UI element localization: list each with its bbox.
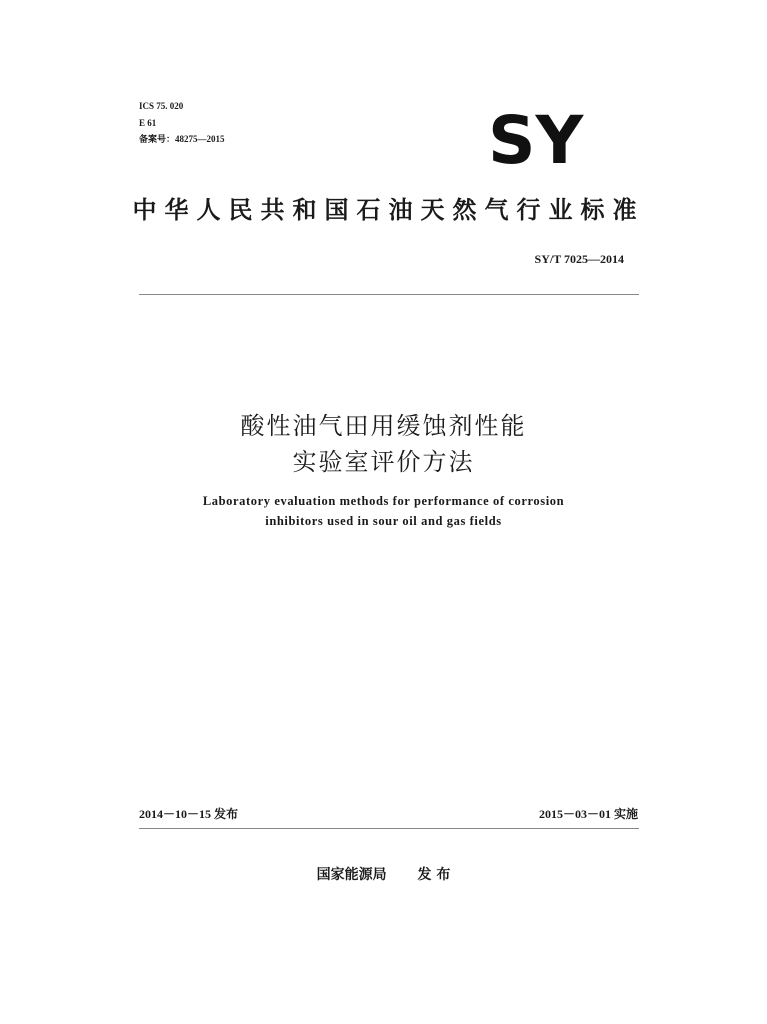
issue-date: 2014－10－15 发布	[139, 807, 239, 821]
bottom-divider	[139, 828, 639, 829]
ics-code: ICS 75. 020	[139, 101, 184, 111]
standard-title: 中华人民共和国石油天然气行业标准	[132, 196, 645, 224]
document-title-line-1: 酸性油气田用缓蚀剂性能	[240, 412, 527, 440]
english-title-line-2: inhibitors used in sour oil and gas fields	[265, 514, 502, 528]
standard-number: SY/T 7025—2014	[534, 252, 624, 266]
english-title-line-1: Laboratory evaluation methods for performance of corrosion	[202, 494, 565, 508]
top-divider	[139, 294, 639, 295]
record-number: 备案号：48275—2015	[139, 134, 225, 144]
classification-code: E 61	[139, 117, 157, 128]
implementation-date: 2015－03－01 实施	[538, 807, 638, 821]
issuer-line	[0, 864, 767, 884]
issuer-name: 国家能源局	[316, 867, 387, 883]
metadata-block	[139, 98, 225, 148]
sy-logo: SY	[488, 102, 584, 179]
document-title-line-2: 实验室评价方法	[292, 448, 475, 476]
issuer-action: 发 布	[417, 867, 451, 883]
